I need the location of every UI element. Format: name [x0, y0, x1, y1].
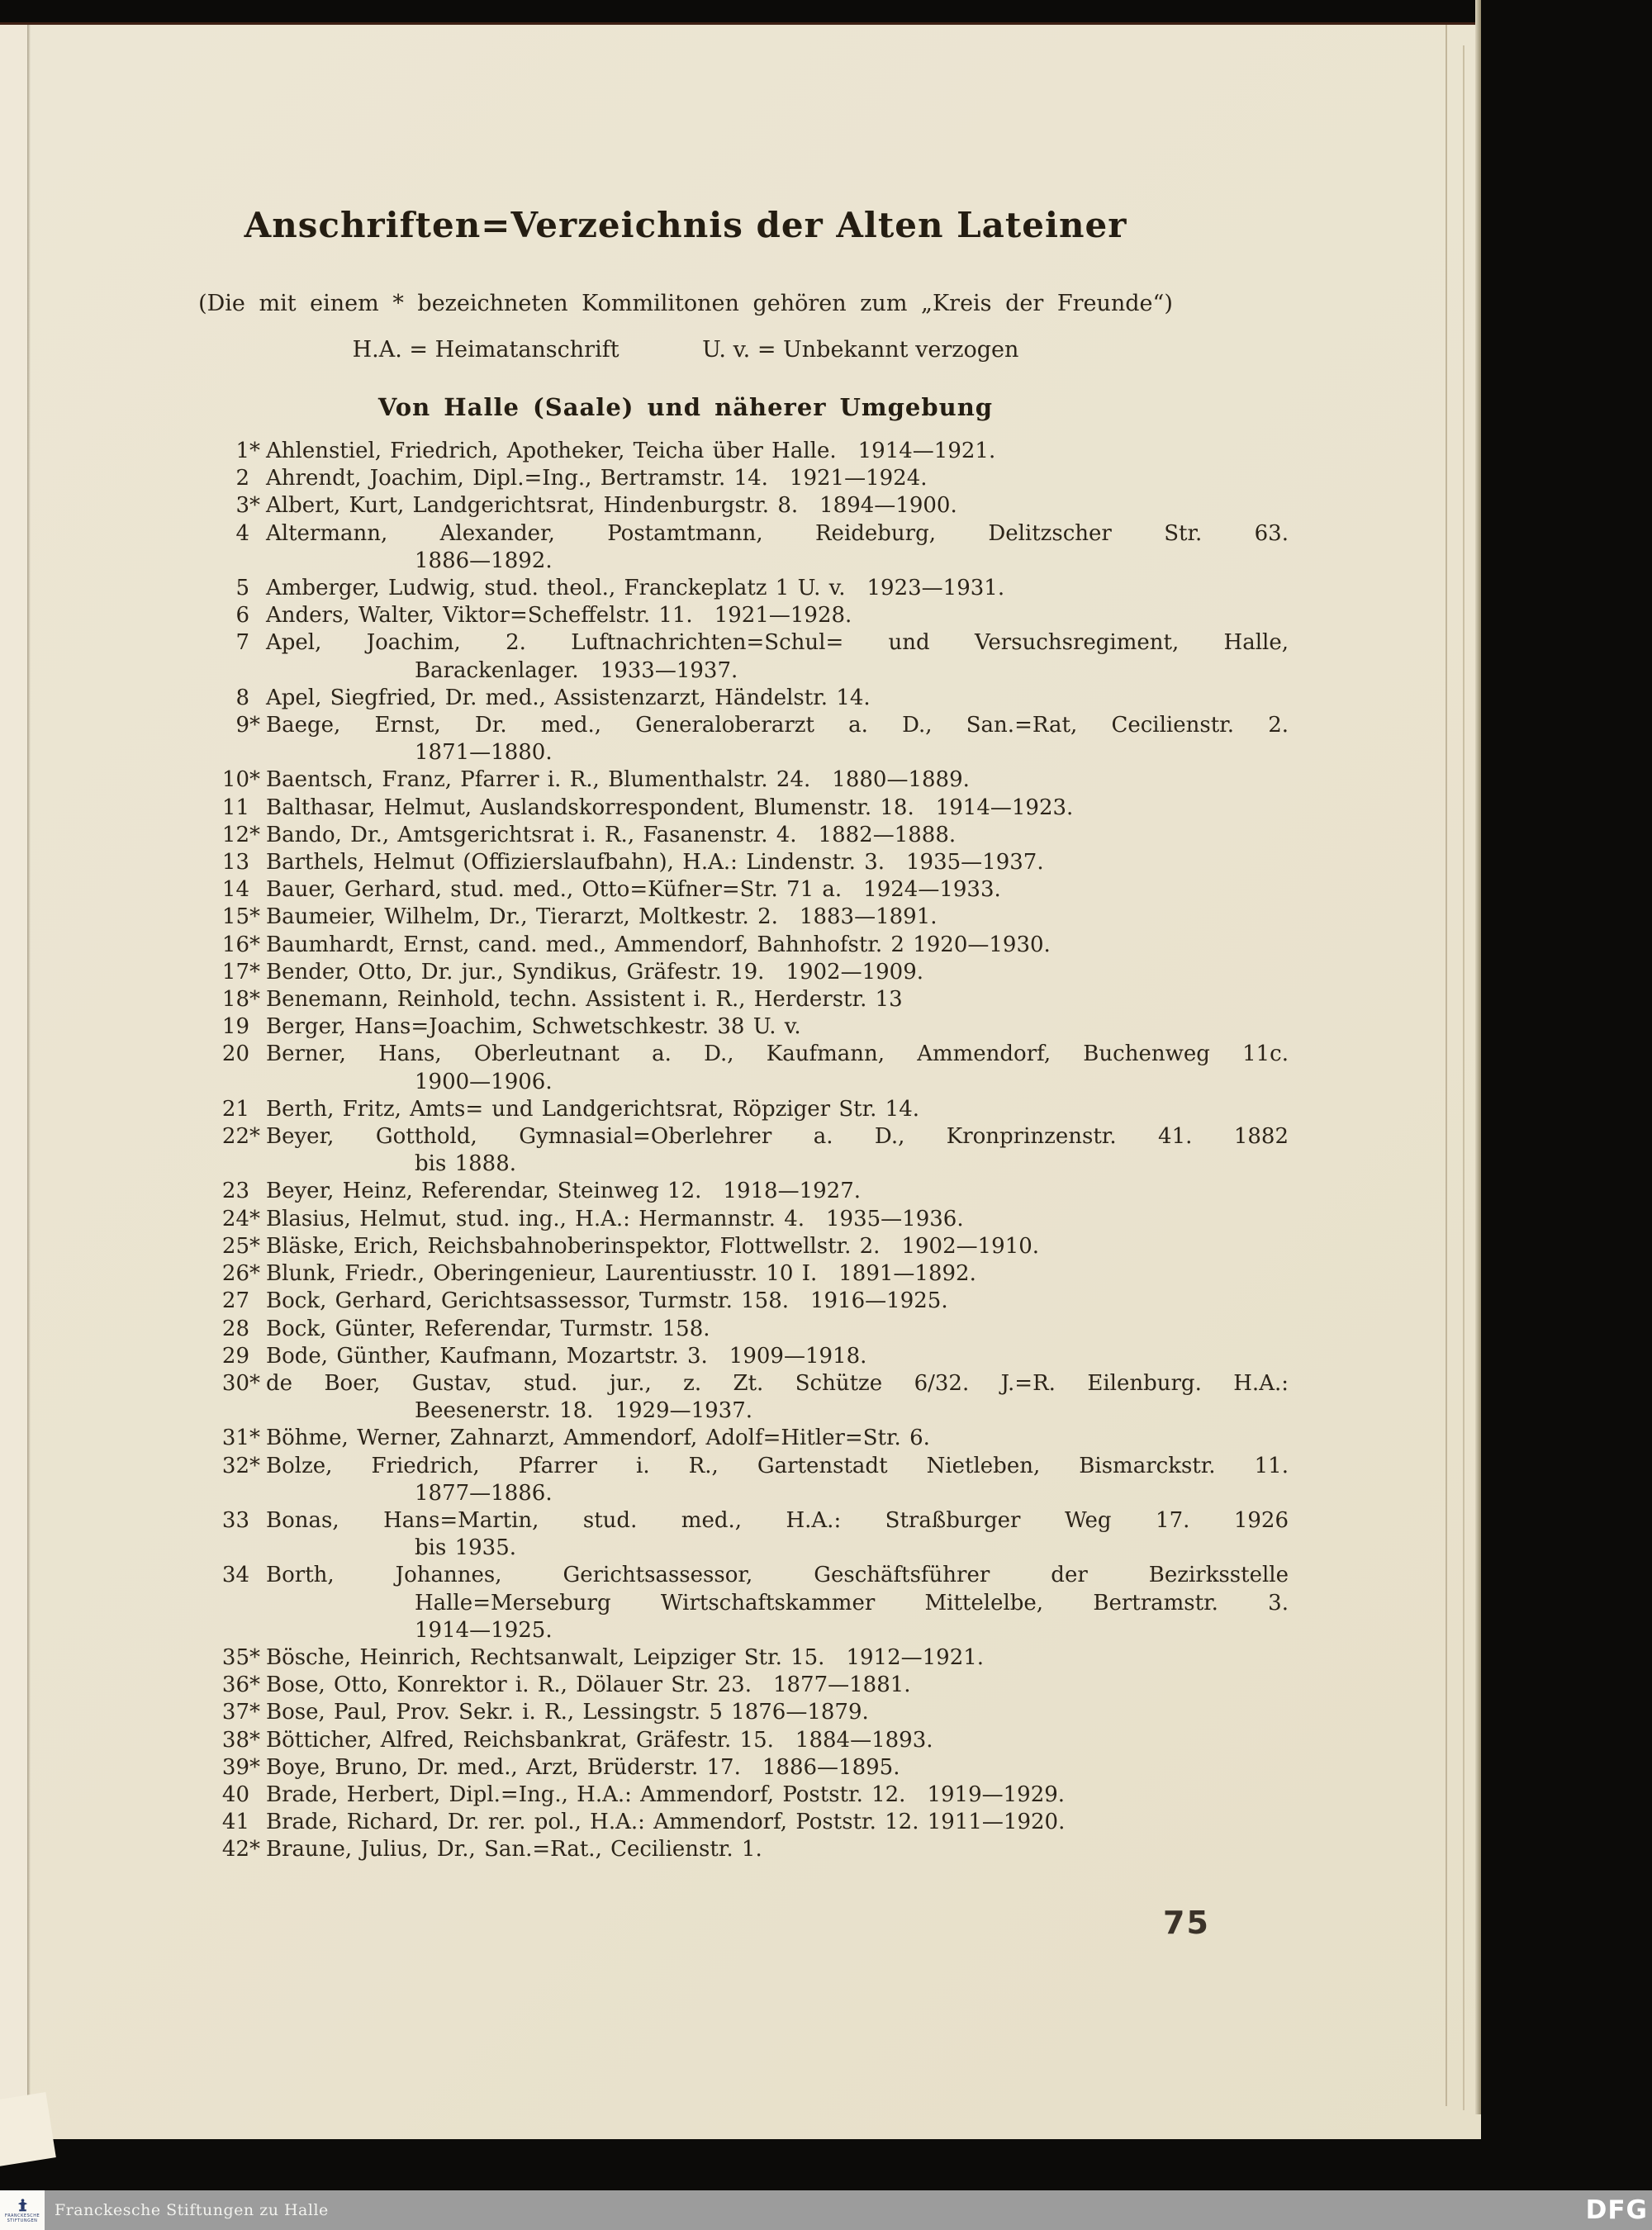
entry-lines: [266, 1123, 1289, 1178]
entry-lines: [266, 1836, 1289, 1863]
entry-line: Altermann, Alexander, Postamtmann, Reideburg, Delitzscher Str. 63.: [266, 520, 1289, 546]
entry-number: 40: [221, 1782, 249, 1807]
entry-number: 37: [221, 1700, 249, 1725]
entry-number: 22: [221, 1124, 249, 1150]
entry-row: [190, 1123, 1289, 1178]
entry-line: Benemann, Reinhold, techn. Assistent i. R., Herderstr. 13: [266, 987, 903, 1013]
entry-number: 14: [221, 877, 249, 903]
section-heading: Von Halle (Saale) und näherer Umgebung: [377, 393, 994, 421]
entry-line: Baumhardt, Ernst, cand. med., Ammendorf, Bahnhofstr. 2 1920—1930.: [266, 932, 1051, 957]
entry-row: [190, 602, 1289, 629]
entry-line: 1877—1886.: [415, 1480, 553, 1506]
entry-line: bis 1888.: [415, 1151, 516, 1177]
entry-lines: [266, 1206, 1289, 1233]
entry-row: [190, 520, 1289, 575]
entry-lines: [266, 1013, 1289, 1041]
entry-row: [190, 1425, 1289, 1452]
entry-line: Boye, Bruno, Dr. med., Arzt, Brüderstr. 17. 1886—1895.: [266, 1754, 900, 1780]
entry-row: [190, 1453, 1289, 1507]
entry-number: 15: [221, 904, 249, 930]
entry-row: [190, 1836, 1289, 1863]
entry-star-marker: *: [249, 1261, 260, 1287]
entry-star-marker: *: [249, 1124, 260, 1150]
entry-number: 12: [221, 822, 249, 847]
entry-number: 23: [221, 1179, 249, 1204]
entry-line: Bolze, Friedrich, Pfarrer i. R., Gartenstadt Nietleben, Bismarckstr. 11.: [266, 1453, 1289, 1478]
entry-line: Bläske, Erich, Reichsbahnoberinspektor, Flottwellstr. 2. 1902—1910.: [266, 1233, 1040, 1259]
entry-star-marker: *: [249, 1754, 260, 1780]
franckesche-logo-icon: [17, 2198, 29, 2212]
entry-number: 36: [221, 1672, 249, 1698]
entry-lines: [266, 766, 1289, 794]
entry-row: [190, 986, 1289, 1013]
entry-line: Böhme, Werner, Zahnarzt, Ammendorf, Adolf=Hitler=Str. 6.: [266, 1426, 930, 1451]
entry-number: 16: [221, 932, 249, 957]
legend-ha: H.A. = Heimatanschrift: [352, 337, 620, 363]
entry-row: [190, 959, 1289, 986]
entry-lines: [266, 1644, 1289, 1672]
entry-line: Barackenlager. 1933—1937.: [415, 657, 738, 683]
entry-lines: [266, 849, 1289, 876]
entry-star-marker: *: [249, 713, 260, 738]
entry-line: Berger, Hans=Joachim, Schwetschkestr. 38 U. v.: [266, 1014, 801, 1040]
entry-number: 6: [235, 603, 249, 629]
entry-number: 25: [221, 1233, 249, 1259]
entry-star-marker: *: [249, 904, 260, 930]
entry-star-marker: *: [249, 1837, 260, 1862]
entry-line: de Boer, Gustav, stud. jur., z. Zt. Schütze 6/32. J.=R. Eilenburg. H.A.:: [266, 1370, 1289, 1396]
entry-number: 42: [221, 1837, 249, 1862]
entry-number: 20: [221, 1041, 249, 1067]
entry-lines: [266, 1178, 1289, 1205]
entry-lines: [266, 1096, 1289, 1123]
entry-number: 31: [221, 1426, 249, 1451]
entry-line: Bock, Gerhard, Gerichtsassessor, Turmstr. 158. 1916—1925.: [266, 1288, 948, 1314]
entry-line: Albert, Kurt, Landgerichtsrat, Hindenburgstr. 8. 1894—1900.: [266, 493, 957, 519]
entry-line: 1886—1892.: [415, 548, 553, 573]
entry-row: [190, 1096, 1289, 1123]
entry-line: Bender, Otto, Dr. jur., Syndikus, Gräfestr. 19. 1902—1909.: [266, 959, 924, 985]
entry-number: 11: [221, 795, 249, 820]
page-gutter: [0, 25, 27, 2139]
entry-line: Bando, Dr., Amtsgerichtsrat i. R., Fasanenstr. 4. 1882—1888.: [266, 822, 957, 847]
entry-line: Amberger, Ludwig, stud. theol., Franckeplatz 1 U. v. 1923—1931.: [266, 576, 1005, 601]
entry-row: [190, 712, 1289, 766]
entry-row: [190, 1178, 1289, 1205]
entry-line: Brade, Richard, Dr. rer. pol., H.A.: Ammendorf, Poststr. 12. 1911—1920.: [266, 1810, 1066, 1835]
entry-star-marker: *: [249, 1370, 260, 1396]
entry-lines: [266, 685, 1289, 712]
entry-row: [190, 1206, 1289, 1233]
entry-number: 41: [221, 1810, 249, 1835]
entry-star-marker: *: [249, 1206, 260, 1231]
entry-lines: [266, 876, 1289, 904]
entry-lines: [266, 1507, 1289, 1562]
entry-star-marker: *: [249, 767, 260, 793]
entry-number: 33: [221, 1507, 249, 1533]
entry-number: 4: [235, 520, 249, 546]
entry-row: [190, 876, 1289, 904]
entry-star-marker: *: [249, 1426, 260, 1451]
entry-row: [190, 1782, 1289, 1809]
entry-row: [190, 1809, 1289, 1836]
entry-lines: [266, 1782, 1289, 1809]
entry-line: Ahrendt, Joachim, Dipl.=Ing., Bertramstr. 14. 1921—1924.: [266, 466, 928, 491]
entry-number: 27: [221, 1288, 249, 1314]
entry-lines: [266, 1316, 1289, 1343]
entry-lines: [266, 1699, 1289, 1726]
entry-lines: [266, 575, 1289, 602]
entry-row: [190, 575, 1289, 602]
entry-line: Barthels, Helmut (Offizierslaufbahn), H.A.: Lindenstr. 3. 1935—1937.: [266, 850, 1044, 875]
entry-row: [190, 795, 1289, 822]
entry-line: Halle=Merseburg Wirtschaftskammer Mittelelbe, Bertramstr. 3.: [415, 1590, 1289, 1616]
entry-number: 10: [221, 767, 249, 793]
entry-star-marker: *: [249, 959, 260, 985]
entry-row: [190, 1727, 1289, 1754]
entry-number: 39: [221, 1754, 249, 1780]
entry-line: Anders, Walter, Viktor=Scheffelstr. 11. 1921—1928.: [266, 603, 852, 629]
footer-bar: [0, 2190, 1652, 2230]
entry-line: Brade, Herbert, Dipl.=Ing., H.A.: Ammendorf, Poststr. 12. 1919—1929.: [266, 1782, 1066, 1807]
entry-lines: [266, 520, 1289, 575]
entry-line: Baentsch, Franz, Pfarrer i. R., Blumenthalstr. 24. 1880—1889.: [266, 767, 970, 793]
entry-row: [190, 629, 1289, 684]
entry-row: [190, 1699, 1289, 1726]
entry-star-marker: *: [249, 439, 260, 463]
entry-row: [190, 1013, 1289, 1041]
entry-star-marker: *: [249, 987, 260, 1013]
legend-uv: U. v. = Unbekannt verzogen: [702, 337, 1019, 363]
entry-star-marker: *: [249, 1453, 260, 1478]
entry-lines: [266, 1041, 1289, 1095]
entry-number: 1: [235, 439, 249, 463]
entries-list: [190, 438, 1289, 1864]
entry-row: [190, 932, 1289, 959]
logo-caption-line1: FRANCKESCHE: [4, 2213, 40, 2218]
entry-row: [190, 1370, 1289, 1425]
entry-line: Bode, Günther, Kaufmann, Mozartstr. 3. 1909—1918.: [266, 1343, 867, 1369]
page-stack-edge-line: [1446, 25, 1447, 2106]
entry-row: [190, 1562, 1289, 1644]
entry-row: [190, 1288, 1289, 1315]
entry-star-marker: *: [249, 1700, 260, 1725]
entry-lines: [266, 1754, 1289, 1782]
entry-star-marker: *: [249, 493, 260, 519]
entry-number: 21: [221, 1096, 249, 1122]
entry-star-marker: *: [249, 822, 260, 847]
entry-lines: [266, 904, 1289, 931]
franckesche-logo: [0, 2190, 45, 2230]
entry-star-marker: *: [249, 1233, 260, 1259]
entry-row: [190, 1754, 1289, 1782]
entry-number: 32: [221, 1453, 249, 1478]
entry-line: 1900—1906.: [415, 1069, 553, 1094]
entry-lines: [266, 602, 1289, 629]
entry-line: Bock, Günter, Referendar, Turmstr. 158.: [266, 1316, 710, 1341]
entry-line: Beyer, Heinz, Referendar, Steinweg 12. 1918—1927.: [266, 1179, 862, 1204]
entry-line: Bösche, Heinrich, Rechtsanwalt, Leipziger Str. 15. 1912—1921.: [266, 1644, 985, 1670]
entry-number: 19: [221, 1014, 249, 1040]
entry-number: 2: [235, 466, 249, 491]
entry-line: Braune, Julius, Dr., San.=Rat., Cecilienstr. 1.: [266, 1837, 762, 1862]
entry-line: Borth, Johannes, Gerichtsassessor, Geschäftsführer der Bezirksstelle: [266, 1563, 1289, 1588]
entry-lines: [266, 795, 1289, 822]
entry-row: [190, 1041, 1289, 1095]
entry-number: 28: [221, 1316, 249, 1341]
entry-row: [190, 1233, 1289, 1260]
entry-number: 24: [221, 1206, 249, 1231]
entry-star-marker: *: [249, 1672, 260, 1698]
dfg-logo: DFG: [1585, 2195, 1648, 2225]
entry-row: [190, 766, 1289, 794]
entry-line: Baumeier, Wilhelm, Dr., Tierarzt, Moltkestr. 2. 1883—1891.: [266, 904, 938, 930]
entry-row: [190, 1260, 1289, 1288]
entry-line: 1914—1925.: [415, 1617, 553, 1643]
entry-lines: [266, 1343, 1289, 1370]
entry-number: 7: [235, 630, 249, 656]
entry-row: [190, 1672, 1289, 1699]
entry-number: 5: [235, 576, 249, 601]
entry-lines: [266, 465, 1289, 492]
entry-line: Balthasar, Helmut, Auslandskorrespondent, Blumenstr. 18. 1914—1923.: [266, 795, 1074, 820]
entry-line: Beesenerstr. 18. 1929—1937.: [415, 1398, 753, 1424]
entry-line: Baege, Ernst, Dr. med., Generaloberarzt a. D., San.=Rat, Cecilienstr. 2.: [266, 713, 1289, 738]
entry-line: Bose, Otto, Konrektor i. R., Dölauer Str. 23. 1877—1881.: [266, 1672, 911, 1698]
entry-line: Apel, Joachim, 2. Luftnachrichten=Schul= und Versuchsregiment, Halle,: [266, 630, 1289, 656]
entry-row: [190, 1343, 1289, 1370]
entry-lines: [266, 1672, 1289, 1699]
entry-star-marker: *: [249, 932, 260, 957]
entry-row: [190, 1507, 1289, 1562]
page-edge-shadow: [1475, 0, 1481, 2114]
entry-line: bis 1935.: [415, 1535, 516, 1561]
entry-row: [190, 1644, 1289, 1672]
entry-lines: [266, 1809, 1289, 1836]
entry-line: Apel, Siegfried, Dr. med., Assistenzarzt, Händelstr. 14.: [266, 685, 871, 710]
entry-line: Beyer, Gotthold, Gymnasial=Oberlehrer a. D., Kronprinzenstr. 41. 1882: [266, 1124, 1289, 1150]
entry-lines: [266, 986, 1289, 1013]
entry-star-marker: *: [249, 1727, 260, 1753]
entry-line: 1871—1880.: [415, 740, 553, 766]
entry-number: 8: [235, 685, 249, 710]
asterisk-note: (Die mit einem * bezeichneten Kommilitonen gehören zum „Kreis der Freunde“): [198, 291, 1173, 316]
page-stack-edge-line: [1463, 45, 1464, 2110]
entry-star-marker: *: [249, 1644, 260, 1670]
entry-number: 17: [221, 959, 249, 985]
entry-number: 35: [221, 1644, 249, 1670]
entry-number: 38: [221, 1727, 249, 1753]
institution-name: Franckesche Stiftungen zu Halle: [55, 2201, 329, 2219]
entry-lines: [266, 1288, 1289, 1315]
franckesche-logo-caption: [5, 2213, 40, 2223]
entry-lines: [266, 1727, 1289, 1754]
entry-line: Berner, Hans, Oberleutnant a. D., Kaufmann, Ammendorf, Buchenweg 11c.: [266, 1041, 1289, 1067]
entry-lines: [266, 629, 1289, 684]
entry-number: 13: [221, 850, 249, 875]
entry-line: Bonas, Hans=Martin, stud. med., H.A.: Straßburger Weg 17. 1926: [266, 1507, 1289, 1533]
entry-lines: [266, 1453, 1289, 1507]
entry-row: [190, 1316, 1289, 1343]
entry-lines: [266, 712, 1289, 766]
entry-number: 9: [235, 713, 249, 738]
entry-row: [190, 822, 1289, 849]
entry-lines: [266, 1425, 1289, 1452]
entry-number: 34: [221, 1563, 249, 1588]
entry-lines: [266, 1370, 1289, 1425]
abbreviation-legend: [149, 337, 1222, 363]
entry-lines: [266, 438, 1289, 465]
entry-lines: [266, 822, 1289, 849]
entry-number: 18: [221, 987, 249, 1013]
entry-line: Bose, Paul, Prov. Sekr. i. R., Lessingstr. 5 1876—1879.: [266, 1700, 869, 1725]
entry-line: Blasius, Helmut, stud. ing., H.A.: Hermannstr. 4. 1935—1936.: [266, 1206, 964, 1231]
page-title: Anschriften=Verzeichnis der Alten Lateiner: [244, 205, 1127, 245]
entry-row: [190, 685, 1289, 712]
page-number: 75: [1163, 1905, 1210, 1941]
entry-number: 3: [235, 493, 249, 519]
logo-caption-line2: STIFTUNGEN: [7, 2218, 38, 2223]
entry-number: 30: [221, 1370, 249, 1396]
entry-row: [190, 492, 1289, 520]
entry-line: Bauer, Gerhard, stud. med., Otto=Küfner=Str. 71 a. 1924—1933.: [266, 877, 1001, 903]
entry-lines: [266, 492, 1289, 520]
entry-lines: [266, 932, 1289, 959]
entry-row: [190, 904, 1289, 931]
entry-line: Bötticher, Alfred, Reichsbankrat, Gräfestr. 15. 1884—1893.: [266, 1727, 933, 1753]
entry-lines: [266, 1233, 1289, 1260]
entry-row: [190, 849, 1289, 876]
entry-line: Ahlenstiel, Friedrich, Apotheker, Teicha über Halle. 1914—1921.: [266, 439, 996, 463]
entry-line: Blunk, Friedr., Oberingenieur, Laurentiusstr. 10 I. 1891—1892.: [266, 1261, 976, 1287]
entry-lines: [266, 1562, 1289, 1644]
entry-row: [190, 438, 1289, 465]
entry-lines: [266, 959, 1289, 986]
page-gutter-crease: [27, 25, 31, 2139]
entry-lines: [266, 1260, 1289, 1288]
entry-line: Berth, Fritz, Amts= und Landgerichtsrat, Röpziger Str. 14.: [266, 1096, 920, 1122]
entry-number: 26: [221, 1261, 249, 1287]
entry-number: 29: [221, 1343, 249, 1369]
entry-row: [190, 465, 1289, 492]
